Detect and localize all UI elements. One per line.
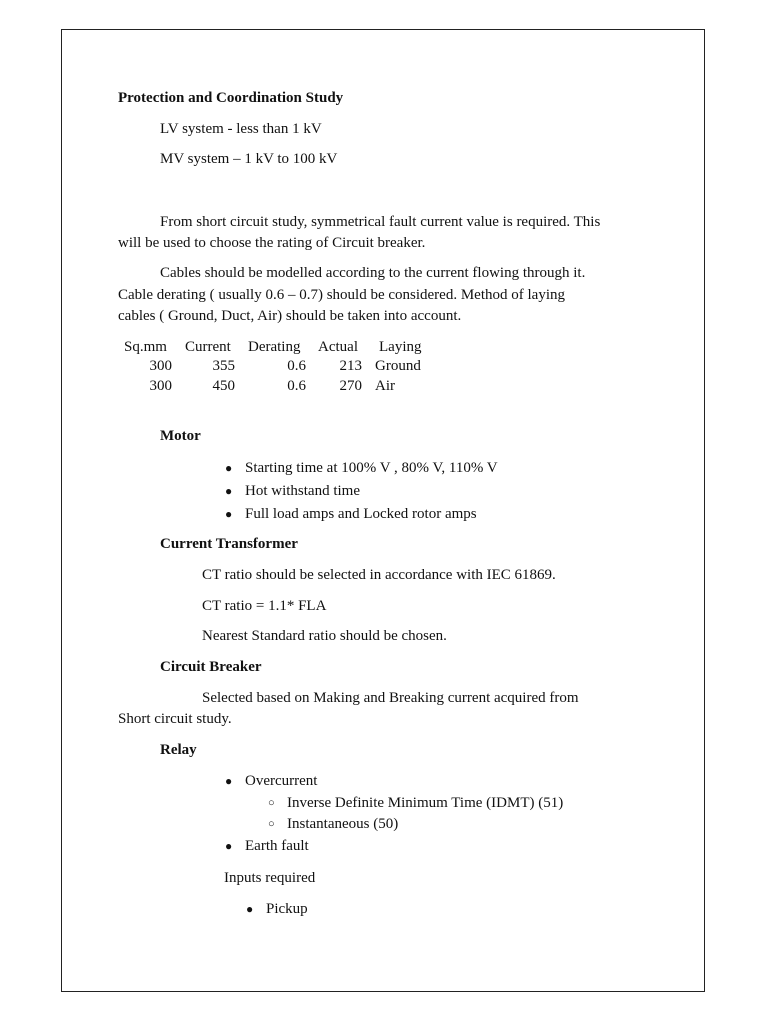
cb-line1: Selected based on Making and Breaking current acquired from xyxy=(202,690,579,706)
cb-heading: Circuit Breaker xyxy=(160,659,262,675)
table-cell: 0.6 xyxy=(287,378,306,394)
ct-heading: Current Transformer xyxy=(160,536,298,552)
paragraph-cables-line2: Cable derating ( usually 0.6 – 0.7) should be considered. Method of laying xyxy=(118,287,565,303)
table-header-laying: Laying xyxy=(379,339,422,355)
list-item: Starting time at 100% V , 80% V, 110% V xyxy=(245,460,498,476)
table-cell: 300 xyxy=(149,378,172,394)
bullet-icon: ● xyxy=(246,902,254,916)
document-page xyxy=(61,29,705,992)
paragraph-short-circuit-line2: will be used to choose the rating of Circuit breaker. xyxy=(118,235,426,251)
inputs-required-label: Inputs required xyxy=(224,870,316,886)
hollow-bullet-icon: ○ xyxy=(268,797,275,809)
document-title: Protection and Coordination Study xyxy=(118,90,344,106)
table-header-current: Current xyxy=(185,339,231,355)
table-cell: 270 xyxy=(339,378,362,394)
bullet-icon: ● xyxy=(225,484,233,498)
list-item: Hot withstand time xyxy=(245,483,360,499)
bullet-icon: ● xyxy=(225,461,233,475)
cb-line2: Short circuit study. xyxy=(118,711,232,727)
table-header-actual: Actual xyxy=(318,339,358,355)
table-cell: 355 xyxy=(212,358,235,374)
table-cell: 0.6 xyxy=(287,358,306,374)
lv-system-line: LV system - less than 1 kV xyxy=(160,121,322,137)
list-item-pickup: Pickup xyxy=(266,901,308,917)
mv-system-line: MV system – 1 kV to 100 kV xyxy=(160,151,338,167)
ct-line1: CT ratio should be selected in accordance with IEC 61869. xyxy=(202,567,556,583)
paragraph-cables-line3: cables ( Ground, Duct, Air) should be taken into account. xyxy=(118,308,462,324)
sub-list-item: Instantaneous (50) xyxy=(287,816,399,832)
table-cell: 450 xyxy=(212,378,235,394)
table-header-derating: Derating xyxy=(248,339,301,355)
sub-list-item: Inverse Definite Minimum Time (IDMT) (51) xyxy=(287,795,564,811)
ct-line2: CT ratio = 1.1* FLA xyxy=(202,598,327,614)
ct-line3: Nearest Standard ratio should be chosen. xyxy=(202,628,447,644)
paragraph-cables-line1: Cables should be modelled according to the current flowing through it. xyxy=(160,265,586,281)
bullet-icon: ● xyxy=(225,507,233,521)
relay-heading: Relay xyxy=(160,742,197,758)
hollow-bullet-icon: ○ xyxy=(268,818,275,830)
table-header-sqmm: Sq.mm xyxy=(124,339,167,355)
table-cell: Air xyxy=(375,378,395,394)
paragraph-short-circuit-line1: From short circuit study, symmetrical fault current value is required. This xyxy=(160,214,601,230)
list-item-earth-fault: Earth fault xyxy=(245,838,309,854)
list-item-overcurrent: Overcurrent xyxy=(245,773,318,789)
bullet-icon: ● xyxy=(225,839,233,853)
bullet-icon: ● xyxy=(225,774,233,788)
motor-heading: Motor xyxy=(160,428,201,444)
table-cell: Ground xyxy=(375,358,421,374)
table-cell: 300 xyxy=(149,358,172,374)
list-item: Full load amps and Locked rotor amps xyxy=(245,506,477,522)
table-cell: 213 xyxy=(339,358,362,374)
